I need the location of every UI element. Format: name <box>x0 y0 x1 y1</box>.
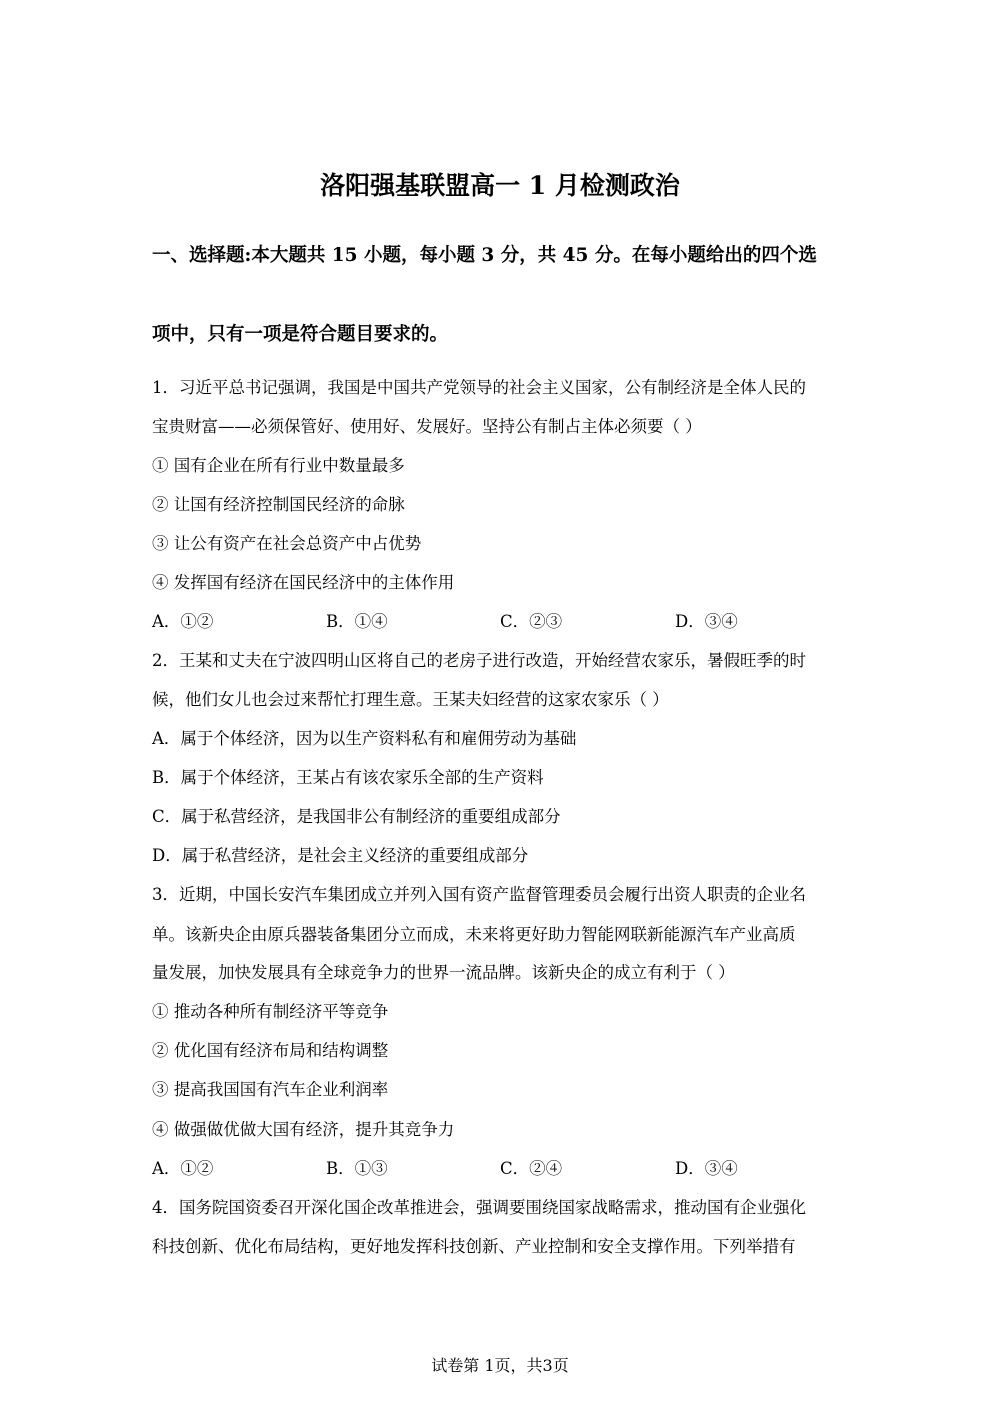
q3-item-4: ④ 做强做优做大国有经济，提升其竞争力 <box>152 1120 455 1139</box>
q4-stem-line1: 4．国务院国资委召开深化国企改革推进会，强调要围绕国家战略需求，推动国有企业强化 <box>152 1198 806 1217</box>
q1-stem-line2: 宝贵财富——必须保管好、使用好、发展好。坚持公有制占主体必须要（ ） <box>152 417 702 436</box>
q3-stem-line3: 量发展，加快发展具有全球竞争力的世界一流品牌。该新央企的成立有利于（ ） <box>152 963 735 982</box>
q1-option-c[interactable]: C．②③ <box>500 612 563 631</box>
q3-option-b[interactable]: B．①③ <box>326 1159 388 1178</box>
q2-option-b[interactable]: B．属于个体经济，王某占有该农家乐全部的生产资料 <box>152 768 544 787</box>
q1-item-2: ② 让国有经济控制国民经济的命脉 <box>152 495 405 514</box>
q2-option-a[interactable]: A．属于个体经济，因为以生产资料私有和雇佣劳动为基础 <box>152 729 577 748</box>
q3-option-c[interactable]: C．②④ <box>500 1159 563 1178</box>
q3-item-2: ② 优化国有经济布局和结构调整 <box>152 1041 389 1060</box>
q3-item-3: ③ 提高我国国有汽车企业利润率 <box>152 1080 389 1099</box>
q1-option-d[interactable]: D．③④ <box>675 612 738 631</box>
page-footer: 试卷第 1页，共3页 <box>431 1356 569 1375</box>
q2-stem-line2: 候，他们女儿也会过来帮忙打理生意。王某夫妇经营的这家农家乐（ ） <box>152 690 669 709</box>
q1-item-3: ③ 让公有资产在社会总资产中占优势 <box>152 534 422 553</box>
q3-option-d[interactable]: D．③④ <box>675 1159 738 1178</box>
section-heading-line1: 一、选择题:本大题共 15 小题，每小题 3 分，共 45 分。在每小题给出的四个选 <box>152 245 817 266</box>
q3-stem-line1: 3．近期，中国长安汽车集团成立并列入国有资产监督管理委员会履行出资人职责的企业名 <box>152 885 806 904</box>
q1-item-4: ④ 发挥国有经济在国民经济中的主体作用 <box>152 573 455 592</box>
q4-stem-line2: 科技创新、优化布局结构，更好地发挥科技创新、产业控制和安全支撑作用。下列举措有 <box>152 1237 796 1256</box>
q1-stem-line1: 1．习近平总书记强调，我国是中国共产党领导的社会主义国家，公有制经济是全体人民的 <box>152 378 806 397</box>
q2-stem-line1: 2．王某和丈夫在宁波四明山区将自己的老房子进行改造，开始经营农家乐，暑假旺季的时 <box>152 651 806 670</box>
q1-option-b[interactable]: B．①④ <box>326 612 388 631</box>
exam-title: 洛阳强基联盟高一 1 月检测政治 <box>320 171 680 200</box>
q1-option-a[interactable]: A．①② <box>152 612 214 631</box>
section-heading-line2: 项中，只有一项是符合题目要求的。 <box>152 324 449 345</box>
q2-option-d[interactable]: D．属于私营经济，是社会主义经济的重要组成部分 <box>152 846 529 865</box>
q1-item-1: ① 国有企业在所有行业中数量最多 <box>152 456 405 475</box>
q3-option-a[interactable]: A．①② <box>152 1159 214 1178</box>
q3-item-1: ① 推动各种所有制经济平等竞争 <box>152 1002 389 1021</box>
q3-stem-line2: 单。该新央企由原兵器装备集团分立而成，未来将更好助力智能网联新能源汽车产业高质 <box>152 925 796 944</box>
q2-option-c[interactable]: C．属于私营经济，是我国非公有制经济的重要组成部分 <box>152 807 561 826</box>
